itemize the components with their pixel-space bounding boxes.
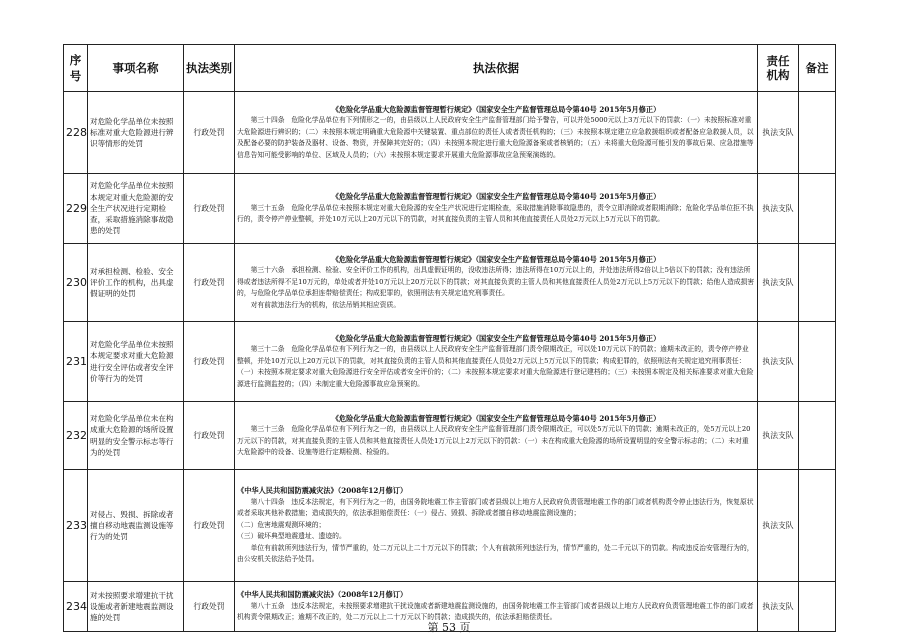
enforcement-type: 行政处罚 <box>184 402 235 470</box>
enforcement-type: 行政处罚 <box>184 244 235 322</box>
law-article: 第三十五条 危险化学品单位未按照本规定对重大危险源的安全生产状况进行定期检查，采取措施消除事故隐患的，责令立即消除或者限期消除；危险化学品单位拒不执行的，责令停产停业整顿，并处10万元以上20万元以下的罚款，对其直接负责的主管人员和其他直接责任人员处2万元以上5万元以下的罚款。 <box>237 203 754 224</box>
item-name: 对危险化学品单位未在构成重大危险源的场所设置明显的安全警示标志等行为的处罚 <box>88 402 184 470</box>
row-number: 233 <box>64 470 88 582</box>
table-row <box>64 174 836 244</box>
law-article: 第三十四条 危险化学品单位有下列情形之一的，由县级以上人民政府安全生产监督管理部门给予警告，可以并处5000元以上3万元以下的罚款：（一）未按照标准对重大危险源进行辨识的；（二）未按照本规定明确重大危险源中关键装置、重点部位的责任人或者责任机构的；（三）未按照本规定建立应急救援组织或者配备应急救援人员，以及配备必要的防护装备及器材、设备、物资，并保障其完好的；（四）未按照本规定进行重大危险源备案或者核销的；（五）未将重大危险源可能引发的事故后果、应急措施等信息告知可能受影响的单位、区域及人员的；（六）未按照本规定要求开展重大危险源事故应急预案演练的。 <box>237 116 754 159</box>
law-title: 《危险化学品重大危险源监督管理暂行规定》（国家安全生产监督管理总局令第40号 2015年5月修正） <box>331 333 661 343</box>
remark-cell <box>799 244 836 322</box>
law-article: 第八十五条 违反本法规定，未按照要求增建抗干扰设施或者新建地震监测设施的，由国务院地震工作主管部门或者县级以上地方人民政府负责管理地震工作的部门或者机构责令限期改正；逾期不改正的，处二万元以上二十万元以下的罚款；造成损失的，依法承担赔偿责任。 <box>237 601 754 622</box>
remark-cell <box>799 92 836 174</box>
table-row <box>64 402 836 470</box>
law-article-extra: 单位有前款所列违法行为，情节严重的，处二万元以上二十万元以下的罚款；个人有前款所列违法行为，情节严重的，处二千元以下的罚款。构成违反治安管理行为的，由公安机关依法给予处罚。 <box>237 543 754 564</box>
enforcement-type: 行政处罚 <box>184 322 235 402</box>
law-title: 《危险化学品重大危险源监督管理暂行规定》（国家安全生产监督管理总局令第40号 2015年5月修正） <box>331 413 661 423</box>
enforcement-type: 行政处罚 <box>184 174 235 244</box>
law-article-extra: 对有前款违法行为的机构，依法吊销其相应资质。 <box>250 300 401 309</box>
enforcement-type: 行政处罚 <box>184 470 235 582</box>
header-name: 事项名称 <box>88 45 184 92</box>
table-row <box>64 244 836 322</box>
law-article: 第八十四条 违反本法规定，有下列行为之一的，由国务院地震工作主管部门或者县级以上地方人民政府负责管理地震工作的部门或者机构责令停止违法行为，恢复原状或者采取其他补救措施；造成损失的，依法承担赔偿责任：（一）侵占、毁损、拆除或者擅自移动地震监测设施的； <box>237 497 754 518</box>
responsible-org: 执法支队 <box>758 174 799 244</box>
item-name: 对侵占、毁损、拆除或者擅自移动地震监测设施等行为的处罚 <box>88 470 184 582</box>
enforcement-type: 行政处罚 <box>184 582 235 632</box>
item-name: 对危险化学品单位未按照标准对重大危险源进行辨识等情形的处罚 <box>88 92 184 174</box>
table-row <box>64 92 836 174</box>
legal-basis <box>235 470 758 582</box>
item-name: 对承担检测、检验、安全评价工作的机构，出具虚假证明的处罚 <box>88 244 184 322</box>
law-title: 《危险化学品重大危险源监督管理暂行规定》（国家安全生产监督管理总局令第40号 2015年5月修正） <box>331 104 661 114</box>
header-type: 执法类别 <box>184 45 235 92</box>
row-number: 234 <box>64 582 88 632</box>
remark-cell <box>799 322 836 402</box>
row-number: 230 <box>64 244 88 322</box>
legal-basis <box>235 322 758 402</box>
table-row <box>64 470 836 582</box>
responsible-org: 执法支队 <box>758 470 799 582</box>
law-article: 第三十三条 危险化学品单位有下列行为之一的，由县级以上人民政府安全生产监督管理部门责令限期改正，可以处5万元以下的罚款；逾期未改正的，处5万元以上20万元以下的罚款，对其直接负责的主管人员和其他直接责任人员处1万元以上2万元以下的罚款：（一）未在构成重大危险源的场所设置明显的安全警示标志的；（二）未对重大危险源中的设备、设施等进行定期检测、检验的。 <box>237 425 751 456</box>
responsible-org: 执法支队 <box>758 244 799 322</box>
enforcement-table <box>63 44 836 632</box>
law-article: 第三十二条 危险化学品单位有下列行为之一的，由县级以上人民政府安全生产监督管理部门责令限期改正，可以处10万元以下的罚款；逾期未改正的，责令停产停业整顿，并处10万元以上20万元以下的罚款，对其直接负责的主管人员和其他直接责任人员处2万元以上5万元以下的罚款；构成犯罪的，依照刑法有关规定追究刑事责任：（一）未按照本规定要求对重大危险源进行安全评估或者安全评价的；（二）未按照本规定要求对重大危险源进行登记建档的；（三）未按照本规定及相关标准要求对重大危险源进行监测监控的；（四）未制定重大危险源事故应急预案的。 <box>237 345 754 388</box>
law-item: （二）危害地震观测环境的； <box>237 520 326 529</box>
legal-basis <box>235 402 758 470</box>
table-header-row <box>64 45 836 92</box>
law-title: 《中华人民共和国防震减灾法》（2008年12月修订） <box>237 486 408 496</box>
legal-basis <box>235 174 758 244</box>
row-number: 228 <box>64 92 88 174</box>
law-title: 《中华人民共和国防震减灾法》（2008年12月修订） <box>237 590 408 600</box>
row-number: 232 <box>64 402 88 470</box>
header-seq: 序号 <box>64 45 88 92</box>
item-name: 对未按照要求增建抗干扰设施或者新建地震监测设施的处罚 <box>88 582 184 632</box>
enforcement-type: 行政处罚 <box>184 92 235 174</box>
item-name: 对危险化学品单位未按照本规定要求对重大危险源进行安全评估或者安全评价等行为的处罚 <box>88 322 184 402</box>
responsible-org: 执法支队 <box>758 582 799 632</box>
row-number: 231 <box>64 322 88 402</box>
header-basis: 执法依据 <box>235 45 758 92</box>
item-name: 对危险化学品单位未按照本规定对重大危险源的安全生产状况进行定期检查，采取措施消除事故隐患的处罚 <box>88 174 184 244</box>
remark-cell <box>799 402 836 470</box>
responsible-org: 执法支队 <box>758 322 799 402</box>
page-number: 第 53 页 <box>427 621 471 634</box>
responsible-org: 执法支队 <box>758 402 799 470</box>
header-remark: 备注 <box>799 45 836 92</box>
table-row <box>64 322 836 402</box>
header-org: 责任 机构 <box>758 45 799 92</box>
responsible-org: 执法支队 <box>758 92 799 174</box>
remark-cell <box>799 174 836 244</box>
remark-cell <box>799 470 836 582</box>
row-number: 229 <box>64 174 88 244</box>
legal-basis <box>235 244 758 322</box>
law-title: 《危险化学品重大危险源监督管理暂行规定》（国家安全生产监督管理总局令第40号 2015年5月修正） <box>331 192 661 202</box>
law-item: （三）破坏典型地震遗址、遗迹的。 <box>237 532 346 541</box>
legal-basis <box>235 92 758 174</box>
law-article: 第三十六条 承担检测、检验、安全评价工作的机构，出具虚假证明的，没收违法所得；违法所得在10万元以上的，并处违法所得2倍以上5倍以下的罚款；没有违法所得或者违法所得不足10万元的，单处或者并处10万元以上20万元以下的罚款；对其直接负责的主管人员和其他直接责任人员处2万元以上5万元以下的罚款；给他人造成损害的，与危险化学品单位承担连带赔偿责任；构成犯罪的，依照刑法有关规定追究刑事责任。 <box>237 266 755 298</box>
law-title: 《危险化学品重大危险源监督管理暂行规定》（国家安全生产监督管理总局令第40号 2015年5月修正） <box>331 254 661 264</box>
